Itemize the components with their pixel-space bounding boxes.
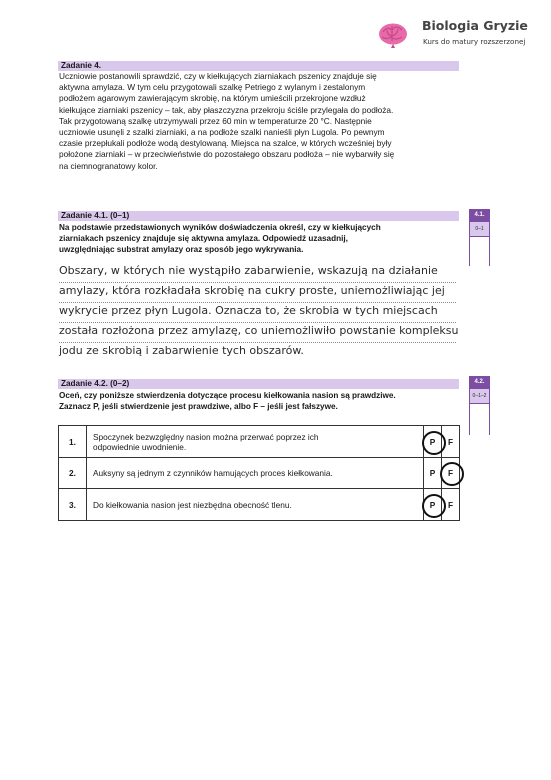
row-number: 3. <box>59 489 87 521</box>
question-line: Oceń, czy poniższe stwierdzenia dotyczące procesu kiełkowania nasion są prawdziwe. <box>59 391 396 400</box>
statement-text <box>87 458 424 489</box>
intro-line: Uczniowie postanowili sprawdzić, czy w kiełkujących ziarniakach pszenicy znajduje się <box>59 71 377 81</box>
brain-logo-icon <box>378 22 408 48</box>
task-4-2-header: Zadanie 4.2. (0–2) <box>58 379 459 389</box>
answer-line[interactable]: Obszary, w których nie wystąpiło zabarwienie, wskazują na działanie <box>59 262 456 283</box>
option-f[interactable] <box>442 426 460 458</box>
option-p-label: P <box>429 436 436 447</box>
option-f-label: F <box>447 436 454 447</box>
task-4-1-question <box>59 222 464 255</box>
intro-line: uczniowie usunęli z szalki ziarniaki, a na podłoże szalki nanieśli płyn Lugola. Po pewnym <box>59 127 385 138</box>
option-f-label: F <box>447 499 454 510</box>
intro-line: czasie przepłukali podłoże wodą destylowaną. Miejsca na szalce, w których wcześniej były <box>59 138 392 149</box>
option-f-label: F <box>447 468 454 478</box>
row-number: 2. <box>59 458 87 489</box>
logo-subtitle: Kurs do matury rozszerzonej <box>423 37 526 46</box>
answer-line[interactable]: została rozłożona przez amylazę, co uniemożliwiło powstanie kompleksu <box>59 322 456 343</box>
answer-line[interactable]: wykrycie przez płyn Lugola. Oznacza to, że skrobia w tych miejscach <box>59 302 456 323</box>
statement-text <box>87 426 424 458</box>
intro-line: aktywna amylaza. W tym celu przygotowali szalkę Petriego z wylanym i zestalonym <box>59 82 366 93</box>
option-f[interactable] <box>442 489 460 521</box>
task-4-1-score-box <box>469 209 490 266</box>
table-row <box>59 426 460 458</box>
score-box-number: 4.2. <box>470 377 489 388</box>
question-line: uwzględniając substrat amylazy oraz sposób jego wykrywania. <box>59 245 304 254</box>
statement-line: Auksyny są jednym z czynników hamujących proces kiełkowania. <box>93 468 333 478</box>
intro-line: Tak przygotowaną szalkę utrzymywali przez 60 min w temperaturze 20 °C. Następnie <box>59 115 372 126</box>
score-box-field[interactable] <box>470 404 489 435</box>
table-row <box>59 458 460 489</box>
statement-line: Spoczynek bezwzględny nasion można przerwać poprzez ich <box>93 431 319 442</box>
score-box-field[interactable] <box>470 237 489 266</box>
statement-line: odpowiednie uwodnienie. <box>93 441 187 452</box>
task-4-intro <box>59 71 459 172</box>
task-4-2-question <box>59 390 479 412</box>
answer-line[interactable]: amylazy, która rozkładała skrobię na cukry proste, uniemożliwiając jej <box>59 282 456 303</box>
task-4-2-score-box <box>469 376 490 435</box>
statement-line: Do kiełkowania nasion jest niezbędna obecność tlenu. <box>93 499 292 510</box>
option-p-label: P <box>429 468 436 478</box>
option-p[interactable] <box>424 458 442 489</box>
score-box-points: 0–1–2 <box>470 388 489 404</box>
question-line: Zaznacz P, jeśli stwierdzenie jest prawdziwe, albo F – jeśli jest fałszywe. <box>59 402 338 411</box>
selection-circle-icon <box>440 462 464 486</box>
option-p-label: P <box>429 499 436 510</box>
statement-text <box>87 489 424 521</box>
option-p[interactable] <box>424 489 442 521</box>
row-number: 1. <box>59 426 87 458</box>
option-p[interactable] <box>424 426 442 458</box>
score-box-number: 4.1. <box>470 210 489 221</box>
task-4-1-header: Zadanie 4.1. (0–1) <box>58 211 459 221</box>
intro-line: kiełkujące ziarniaki pszenicy – tak, aby płaszczyzna przekroju ściśle przylegała do podłoża. <box>59 104 394 115</box>
intro-line: położone ziarniaki – w przeciwieństwie do pozostałego obszaru podłoża – nie wybarwiły się <box>59 149 395 160</box>
intro-line: na ciemnogranatowy kolor. <box>59 160 158 171</box>
question-line: ziarniakach pszenicy znajduje się aktywna amylaza. Odpowiedź uzasadnij, <box>59 234 348 243</box>
logo-title: Biologia Gryzie <box>422 18 528 33</box>
answer-line[interactable]: jodu ze skrobią i zabarwienie tych obszarów. <box>59 344 304 357</box>
true-false-table <box>58 425 460 521</box>
question-line: Na podstawie przedstawionych wyników doświadczenia określ, czy w kiełkujących <box>59 223 381 232</box>
score-box-points: 0–1 <box>470 221 489 237</box>
option-f[interactable] <box>442 458 460 489</box>
intro-line: podłożem agarowym zawierającym skrobię, na którym umieścili przekrojone wzdłuż <box>59 93 366 104</box>
task-4-header: Zadanie 4. <box>58 61 459 71</box>
table-row <box>59 489 460 521</box>
